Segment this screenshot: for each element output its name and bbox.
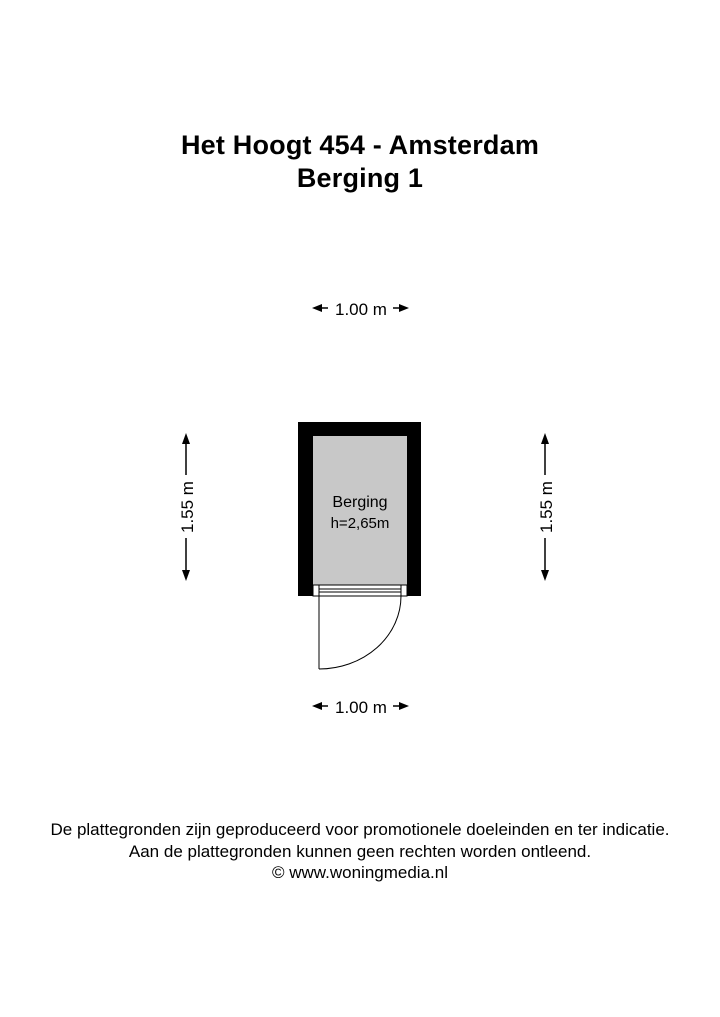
dimension-bottom-label: 1.00 m xyxy=(335,698,387,717)
copyright-notice: © www.woningmedia.nl xyxy=(272,863,448,882)
door-frame xyxy=(313,585,407,596)
arrow-down-icon xyxy=(541,570,549,581)
wall-left xyxy=(298,422,313,596)
arrow-right-icon xyxy=(399,304,409,312)
plan-title-address: Het Hoogt 454 - Amsterdam xyxy=(180,130,540,160)
wall-right xyxy=(407,422,421,596)
dimension-bottom xyxy=(312,698,409,717)
dimension-right xyxy=(537,433,556,581)
plan-title-floor: Berging 1 xyxy=(296,163,424,193)
dimension-left-label: 1.55 m xyxy=(178,481,197,533)
arrow-right-icon xyxy=(399,702,409,710)
arrow-left-icon xyxy=(312,702,322,710)
dimension-left xyxy=(178,433,197,581)
room-height-label: h=2,65m xyxy=(330,515,390,532)
arrow-left-icon xyxy=(312,304,322,312)
room-label: Berging xyxy=(332,494,388,511)
dimension-top-label: 1.00 m xyxy=(335,300,387,319)
dimension-top xyxy=(312,300,409,319)
door-swing xyxy=(319,596,401,669)
disclaimer-line-1: De plattegronden zijn geproduceerd voor promotionele doeleinden en ter indicatie. xyxy=(50,820,670,839)
dimension-right-label: 1.55 m xyxy=(537,481,556,533)
arrow-down-icon xyxy=(182,570,190,581)
door-arc xyxy=(319,596,401,669)
disclaimer-line-2: Aan de plattegronden kunnen geen rechten worden ontleend. xyxy=(128,842,592,861)
wall-top xyxy=(298,422,421,436)
